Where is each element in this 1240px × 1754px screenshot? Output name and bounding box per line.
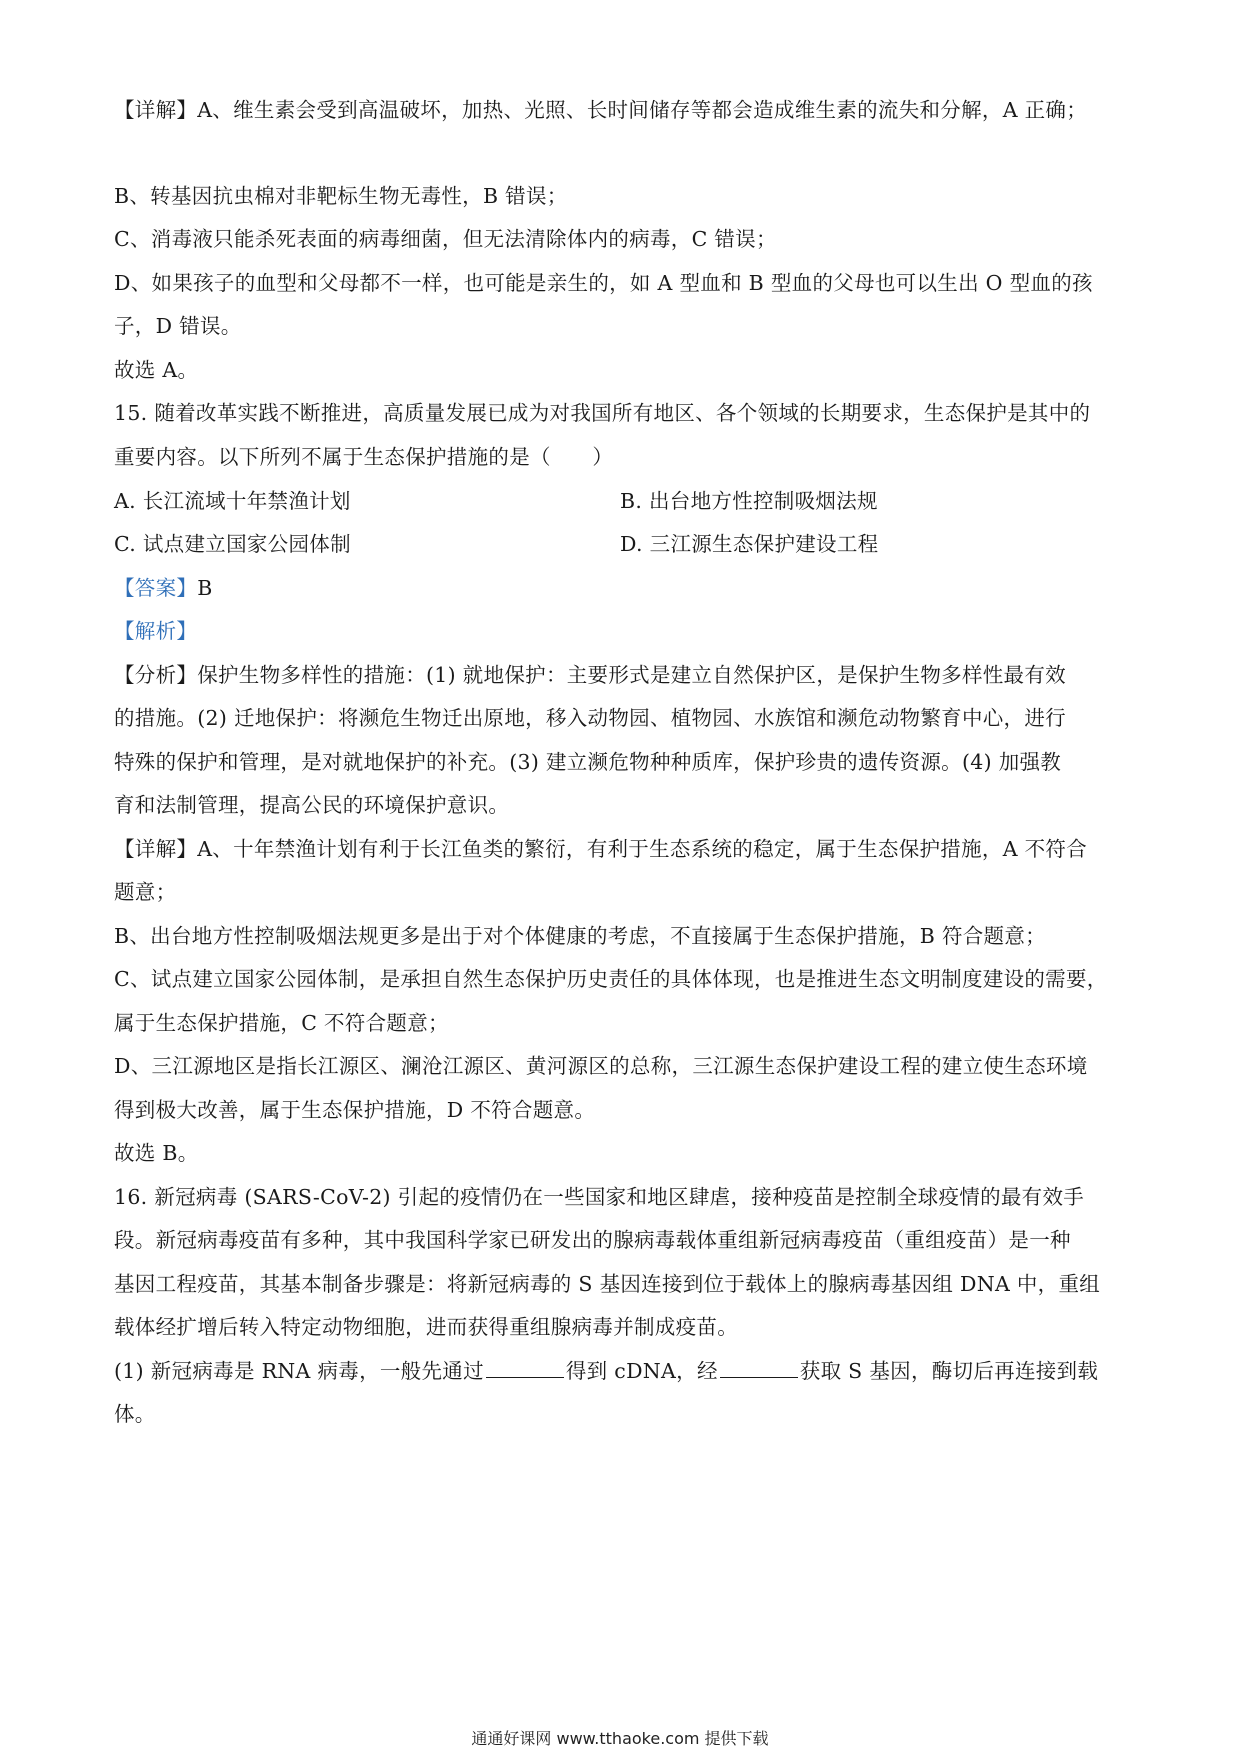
- q15-analysis-line4: 育和法制管理，提高公民的环境保护意识。: [114, 793, 510, 817]
- q15-detail-d-line1: D、三江源地区是指长江源区、澜沧江源区、黄河源区的总称，三江源生态保护建设工程的建立使生态环境: [114, 1054, 1088, 1078]
- q15-option-b: B. 出台地方性控制吸烟法规: [620, 489, 878, 513]
- q16-stem-line1: 16. 新冠病毒 (SARS-CoV-2) 引起的疫情仍在一些国家和地区肆虐，接种疫苗是控制全球疫情的最有效手: [114, 1185, 1085, 1209]
- q15-option-c: C. 试点建立国家公园体制: [114, 532, 351, 556]
- footer-watermark: 通通好课网 www.tthaoke.com 提供下载: [471, 1729, 769, 1748]
- q15-option-d: D. 三江源生态保护建设工程: [620, 532, 879, 556]
- answer-blank-2[interactable]: [720, 1357, 798, 1378]
- answer-value: B: [197, 576, 213, 600]
- q15-stem-line1: 15. 随着改革实践不断推进，高质量发展已成为对我国所有地区、各个领域的长期要求，生态保护是其中的: [114, 401, 1091, 425]
- answer-blank-1[interactable]: [486, 1357, 564, 1378]
- q15-detail-a-line1: 【详解】A、十年禁渔计划有利于长江鱼类的繁衍，有利于生态系统的稳定，属于生态保护措施，A 不符合: [114, 837, 1088, 861]
- q16-stem-line2: 段。新冠病毒疫苗有多种，其中我国科学家已研发出的腺病毒载体重组新冠病毒疫苗（重组疫苗）是一种: [114, 1228, 1071, 1252]
- q14-detail-b: B、转基因抗虫棉对非靶标生物无毒性，B 错误；: [114, 184, 568, 208]
- q15-detail-a-line2: 题意；: [114, 880, 177, 904]
- q14-detail-d-line1: D、如果孩子的血型和父母都不一样，也可能是亲生的，如 A 型血和 B 型血的父母也可以生出 O 型血的孩: [114, 271, 1093, 295]
- q15-stem-line2: 重要内容。以下所列不属于生态保护措施的是（ ）: [114, 445, 614, 469]
- q14-detail-d-line2: 子，D 错误。: [114, 314, 242, 338]
- q16-stem-line3: 基因工程疫苗，其基本制备步骤是：将新冠病毒的 S 基因连接到位于载体上的腺病毒基因组 DNA 中，重组: [114, 1272, 1101, 1296]
- q16-sub1-part3: 获取 S 基因，酶切后再连接到载: [799, 1359, 1099, 1383]
- q15-answer: [114, 574, 1134, 602]
- q15-analysis-label: 【解析】: [114, 619, 198, 643]
- q16-subquestion-1-line2: 体。: [114, 1402, 156, 1426]
- q14-conclusion: 故选 A。: [114, 358, 199, 382]
- q15-option-a: A. 长江流域十年禁渔计划: [114, 489, 351, 513]
- q15-detail-b: B、出台地方性控制吸烟法规更多是出于对个体健康的考虑，不直接属于生态保护措施，B 符合题意；: [114, 924, 1046, 948]
- q15-detail-c-line2: 属于生态保护措施，C 不符合题意；: [114, 1011, 449, 1035]
- q16-sub1-part1: (1) 新冠病毒是 RNA 病毒，一般先通过: [114, 1359, 484, 1383]
- q15-analysis-line3: 特殊的保护和管理，是对就地保护的补充。(3) 建立濒危物种种质库，保护珍贵的遗传资源。(4) 加强教: [114, 750, 1062, 774]
- q15-analysis-line1: 【分析】保护生物多样性的措施：(1) 就地保护：主要形式是建立自然保护区，是保护生物多样性最有效: [114, 663, 1066, 687]
- q15-detail-d-line2: 得到极大改善，属于生态保护措施，D 不符合题意。: [114, 1098, 596, 1122]
- q16-stem-line4: 载体经扩增后转入特定动物细胞，进而获得重组腺病毒并制成疫苗。: [114, 1315, 738, 1339]
- q14-detail-a: 【详解】A、维生素会受到高温破坏，加热、光照、长时间储存等都会造成维生素的流失和分解，A 正确；: [114, 98, 1088, 122]
- q16-sub1-part2: 得到 cDNA，经: [565, 1359, 718, 1383]
- q15-detail-c-line1: C、试点建立国家公园体制，是承担自然生态保护历史责任的具体体现，也是推进生态文明制度建设的需要，: [114, 967, 1108, 991]
- q16-subquestion-1: [114, 1357, 1134, 1385]
- q15-conclusion: 故选 B。: [114, 1141, 199, 1165]
- q14-detail-c: C、消毒液只能杀死表面的病毒细菌，但无法清除体内的病毒，C 错误；: [114, 227, 777, 251]
- answer-label: 【答案】: [114, 576, 198, 600]
- q15-analysis-line2: 的措施。(2) 迁地保护：将濒危生物迁出原地，移入动物园、植物园、水族馆和濒危动物繁育中心，进行: [114, 706, 1066, 730]
